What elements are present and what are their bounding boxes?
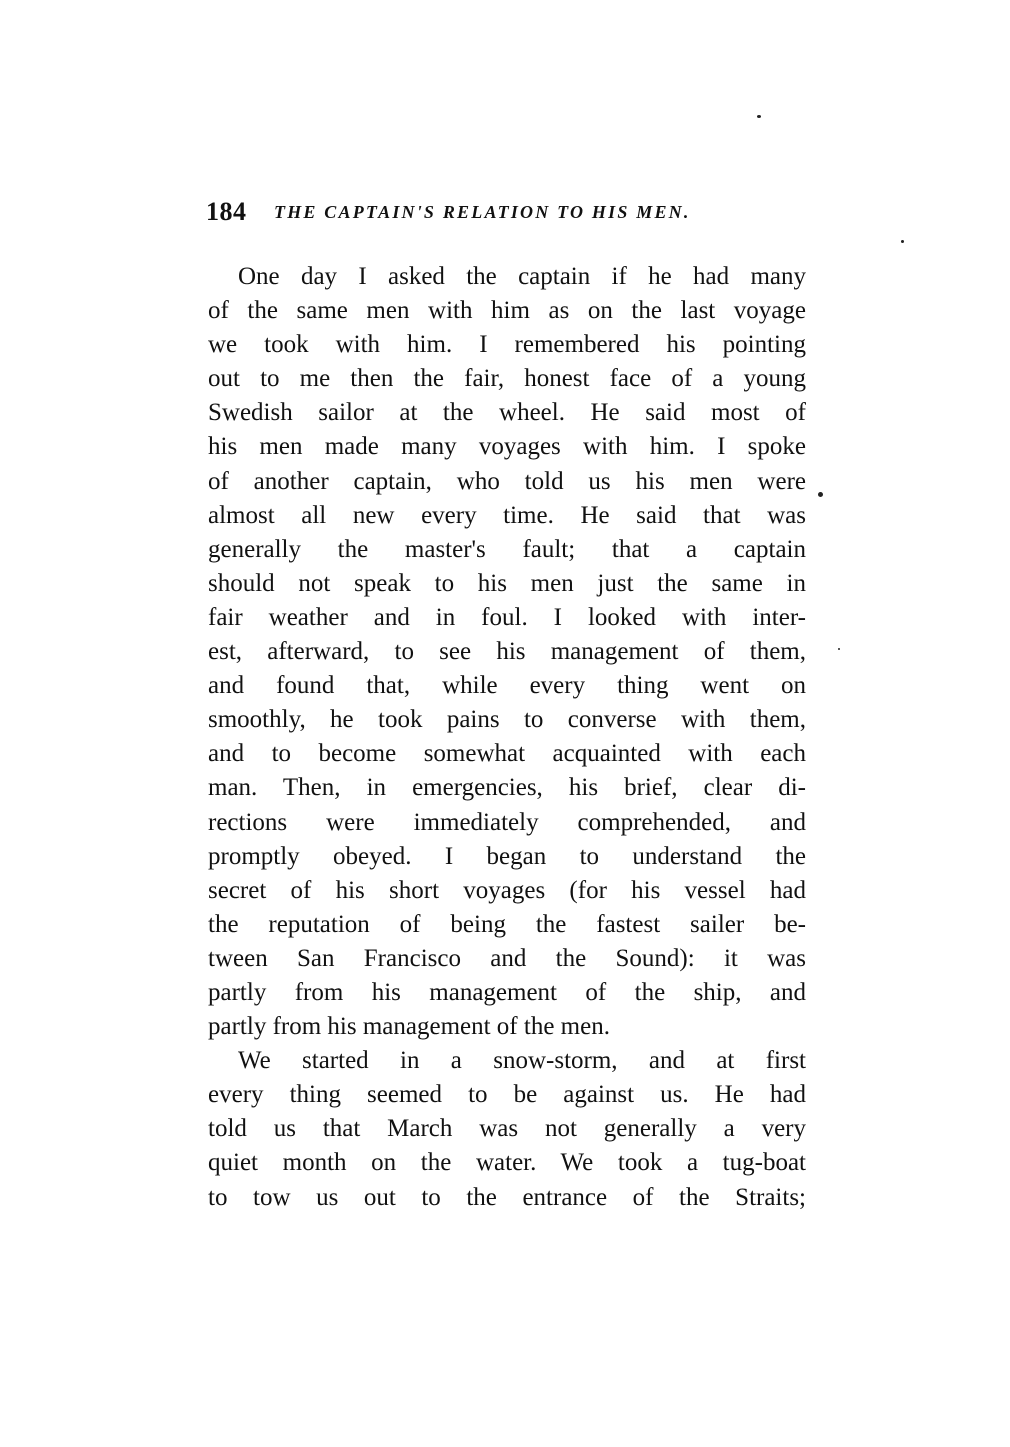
page-header bbox=[206, 197, 826, 237]
text-line: of another captain, who told us his men were bbox=[208, 467, 806, 495]
paragraph-2 bbox=[208, 1044, 806, 1214]
scan-speck bbox=[901, 240, 904, 243]
text-line: smoothly, he took pains to converse with them, bbox=[208, 706, 806, 734]
text-line: promptly obeyed. I began to understand the bbox=[208, 842, 806, 870]
text-line: we took with him. I remembered his pointing bbox=[208, 331, 806, 359]
text-line: and found that, while every thing went on bbox=[208, 672, 806, 700]
text-line: told us that March was not generally a very bbox=[208, 1115, 806, 1143]
text-line: secret of his short voyages (for his vessel had bbox=[208, 876, 806, 904]
text-line: out to me then the fair, honest face of a young bbox=[208, 365, 806, 393]
paragraph-1 bbox=[208, 260, 806, 1044]
text-line: man. Then, in emergencies, his brief, clear di- bbox=[208, 774, 806, 802]
running-title: THE CAPTAIN'S RELATION TO HIS MEN. bbox=[274, 202, 691, 222]
text-line: every thing seemed to be against us. He had bbox=[208, 1081, 806, 1109]
text-line: quiet month on the water. We took a tug-boat bbox=[208, 1149, 806, 1177]
text-line: and to become somewhat acquainted with each bbox=[208, 740, 806, 768]
body-text bbox=[208, 260, 806, 1215]
text-line: Swedish sailor at the wheel. He said most of bbox=[208, 399, 806, 427]
text-line: his men made many voyages with him. I spoke bbox=[208, 433, 806, 461]
text-line: We started in a snow-storm, and at first bbox=[238, 1047, 806, 1075]
text-line: rections were immediately comprehended, and bbox=[208, 808, 806, 836]
text-line: tween San Francisco and the Sound): it was bbox=[208, 944, 806, 972]
text-line: of the same men with him as on the last voyage bbox=[208, 297, 806, 325]
text-line: partly from his management of the men. bbox=[208, 1013, 610, 1041]
page-number: 184 bbox=[206, 197, 247, 226]
scan-speck bbox=[838, 648, 840, 650]
scan-speck bbox=[818, 492, 823, 497]
text-line: fair weather and in foul. I looked with inter- bbox=[208, 603, 806, 631]
text-line: generally the master's fault; that a captain bbox=[208, 535, 806, 563]
text-line: partly from his management of the ship, and bbox=[208, 978, 806, 1006]
text-line: almost all new every time. He said that was bbox=[208, 501, 806, 529]
text-line: One day I asked the captain if he had many bbox=[238, 263, 806, 290]
text-line: should not speak to his men just the same in bbox=[208, 569, 806, 597]
text-line: to tow us out to the entrance of the Straits; bbox=[208, 1183, 806, 1211]
text-line: est, afterward, to see his management of them, bbox=[208, 638, 806, 666]
scan-speck bbox=[757, 115, 761, 118]
text-line: the reputation of being the fastest sailer be- bbox=[208, 910, 806, 938]
